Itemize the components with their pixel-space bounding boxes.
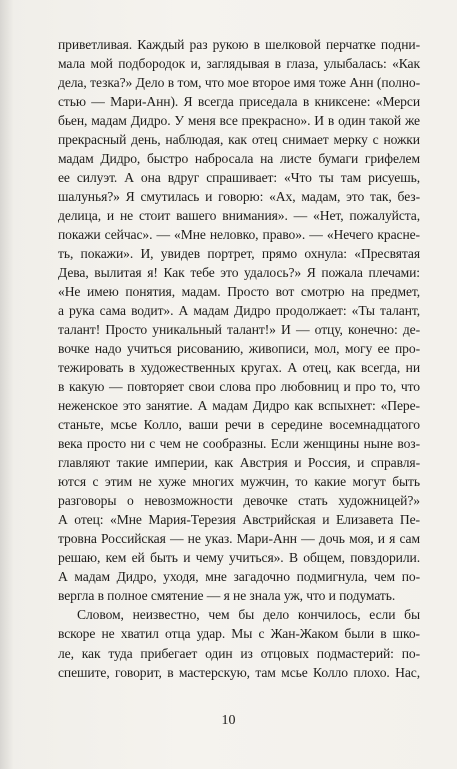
text-line: стью — Мари-Анн). Я всегда приседала в книксене: «Мерси (58, 94, 420, 110)
text-line: А отец: «Мне Мария-Терезия Австрийская и Елизавета Пе- (58, 512, 420, 528)
text-line: разговоры о невозможности девочке стать художницей?» (58, 493, 420, 509)
page-edge-shadow (0, 0, 14, 769)
text-line: мала мой подбородок и, заглядывая в глаза, улыбалась: «Как (58, 56, 420, 72)
text-line: станьте, мсье Колло, ваши речи в середине восемнадцатого (58, 417, 420, 433)
text-line: бьен, мадам Дидро. У меня все прекрасно». И в один такой же (58, 113, 420, 129)
text-line: А мадам Дидро, уходя, мне загадочно подмигнула, чем по- (58, 569, 420, 585)
text-line: решаю, кем ей быть и чему учиться». В общем, повздорили. (58, 550, 420, 566)
text-line: вскоре не хватил отца удар. Мы с Жан-Жаком были в шко- (58, 626, 420, 642)
text-line: тежировать в художественных кругах. А отец, как всегда, ни (58, 360, 420, 376)
text-line: приветливая. Каждый раз рукою в шелковой перчатке подни- (58, 37, 420, 52)
text-line: талант! Просто уникальный талант!» И — отцу, конечно: де- (58, 322, 420, 338)
text-line: неженское это занятие. А мадам Дидро как вспыхнет: «Пере- (58, 398, 420, 414)
text-line: шалунья?» Я смутилась и говорю: «Ах, мадам, это так, без- (58, 189, 420, 205)
text-line: ее силуэт. А она вдруг спрашивает: «Что ты там рисуешь, (58, 170, 420, 186)
text-line: делица, и не стоит вашего внимания». — «Нет, пожалуйста, (58, 208, 420, 224)
text-line: главляют такие империи, как Австрия и Россия, и справля- (58, 455, 420, 471)
text-line: ле, как туда прибегает один из отцовых подмастерий: по- (58, 645, 420, 661)
text-line: ются с этим не хуже многих мужчин, то какие могут быть (58, 474, 420, 490)
page-number: 10 (221, 713, 236, 728)
text-line: прекрасный день, наблюдая, как отец снимает мерку с ножки (58, 132, 420, 148)
text-line: а рука сама водит». А мадам Дидро продолжает: «Ты талант, (58, 303, 420, 319)
text-line: «Не имею понятия, мадам. Просто вот смотрю на предмет, (58, 284, 420, 300)
text-line: вергла в полное смятение — я не знала уж, что и подумать. (58, 588, 396, 604)
text-line: покажи сейчас». — «Мне неловко, право». — «Нечего красне- (58, 227, 420, 243)
text-line: спешите, говорит, в мастерскую, там мсье Колло плохо. Нас, (58, 664, 420, 680)
text-line: века просто ни с чем не сообразны. Если женщины ныне воз- (58, 436, 420, 452)
text-line: тровна Российская — не указ. Мари-Анн — дочь моя, и я сам (58, 531, 420, 547)
text-line: вочке надо учиться рисованию, живописи, мол, могу ее про- (58, 341, 420, 357)
text-line: ть, покажи». И, увидев портрет, прямо охнула: «Пресвятая (58, 246, 420, 262)
text-line: Дева, вылитая я! Как тебе это удалось?» Я пожала плечами: (58, 265, 420, 281)
text-line: в какую — повторяет свои слова про любовниц и про то, что (58, 379, 420, 395)
text-line: дела, тезка?» Дело в том, что мое второе имя тоже Анн (полно- (58, 75, 420, 91)
text-line: мадам Дидро, быстро набросала на листе бумаги грифелем (58, 151, 420, 167)
body-text (58, 35, 420, 682)
text-line: Словом, неизвестно, чем бы дело кончилось, если бы (77, 607, 420, 623)
